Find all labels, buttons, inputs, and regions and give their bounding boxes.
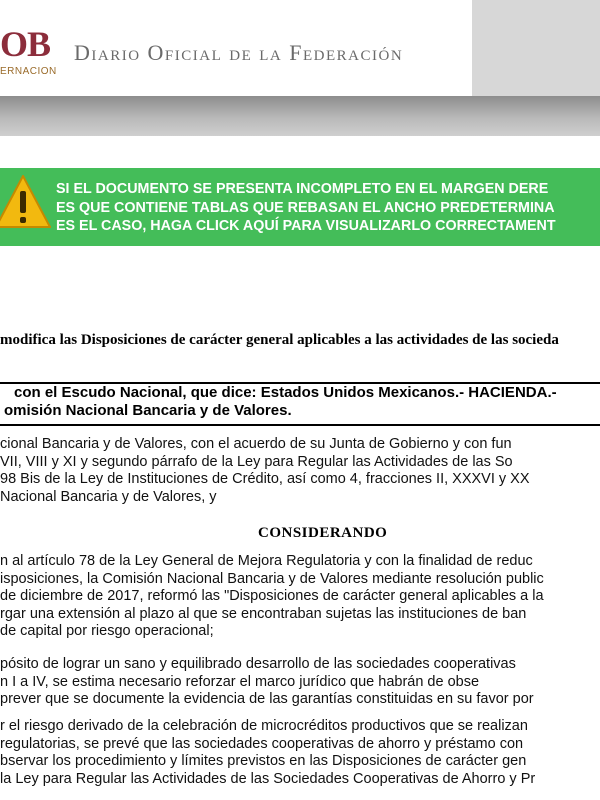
considerando-paragraph-2 xyxy=(0,656,600,709)
seal-box xyxy=(0,382,600,426)
considerando-paragraph-3 xyxy=(0,718,600,788)
intro-paragraph xyxy=(0,436,600,506)
paragraph-line: n al artículo 78 de la Ley General de Mejora Regulatoria y con la finalidad de reduc xyxy=(0,553,533,569)
logo-subtext: ERNACION xyxy=(0,66,57,77)
alert-line: ES QUE CONTIENE TABLAS QUE REBASAN EL ANCHO PREDETERMINA xyxy=(56,199,555,216)
seal-line: omisión Nacional Bancaria y de Valores. xyxy=(4,402,292,419)
considerando-paragraph-1 xyxy=(0,553,600,641)
warning-icon xyxy=(0,173,52,231)
paragraph-line: bservar los procedimiento y límites previstos en las Disposiciones de carácter gen xyxy=(0,753,527,770)
document-title: modifica las Disposiciones de carácter general aplicables a las actividades de las socieda xyxy=(0,332,559,348)
paragraph-line: VII, VIII y XI y segundo párrafo de la Ley para Regular las Actividades de las So xyxy=(0,453,513,470)
paragraph-line: prever que se documente la evidencia de las garantías constituidas en su favor por xyxy=(0,691,534,708)
alert-line: SI EL DOCUMENTO SE PRESENTA INCOMPLETO EN EL MARGEN DERE xyxy=(56,181,549,197)
paragraph-line: r el riesgo derivado de la celebración de microcréditos productivos que se realizan xyxy=(0,718,528,734)
paragraph-line: Nacional Bancaria y de Valores, y xyxy=(0,488,217,505)
logo[interactable]: OB xyxy=(0,24,51,64)
alert-message[interactable] xyxy=(56,180,600,236)
paragraph-line: pósito de lograr un sano y equilibrado desarrollo de las sociedades cooperativas xyxy=(0,656,516,672)
seal-line: con el Escudo Nacional, que dice: Estados Unidos Mexicanos.- HACIENDA.- xyxy=(14,384,557,401)
site-title[interactable]: Diario Oficial de la Federación xyxy=(74,40,404,65)
paragraph-line: de diciembre de 2017, reformó las "Disposiciones de carácter general aplicables a la xyxy=(0,588,544,605)
paragraph-line: la Ley para Regular las Actividades de las Sociedades Cooperativas de Ahorro y Pr xyxy=(0,770,536,787)
paragraph-line: de capital por riesgo operacional; xyxy=(0,623,214,640)
section-heading: CONSIDERANDO xyxy=(258,525,388,541)
paragraph-line: isposiciones, la Comisión Nacional Bancaria y de Valores mediante resolución public xyxy=(0,570,544,587)
incomplete-document-alert[interactable] xyxy=(0,168,600,246)
navigation-bar xyxy=(0,96,600,136)
header-side-panel xyxy=(472,0,600,96)
alert-line: ES EL CASO, HAGA CLICK AQUÍ PARA VISUALIZARLO CORRECTAMENT xyxy=(56,218,556,234)
paragraph-line: 98 Bis de la Ley de Instituciones de Crédito, así como 4, fracciones II, XXXVI y XX xyxy=(0,471,530,488)
paragraph-line: n I a IV, se estima necesario reforzar el marco jurídico que habrán de obse xyxy=(0,673,480,690)
site-header xyxy=(0,0,600,96)
paragraph-line: rgar una extensión al plazo al que se encontraban sujetas las instituciones de ban xyxy=(0,605,527,622)
paragraph-line: regulatorias, se prevé que las sociedades cooperativas de ahorro y préstamo con xyxy=(0,735,524,752)
paragraph-line: cional Bancaria y de Valores, con el acuerdo de su Junta de Gobierno y con fun xyxy=(0,436,512,452)
